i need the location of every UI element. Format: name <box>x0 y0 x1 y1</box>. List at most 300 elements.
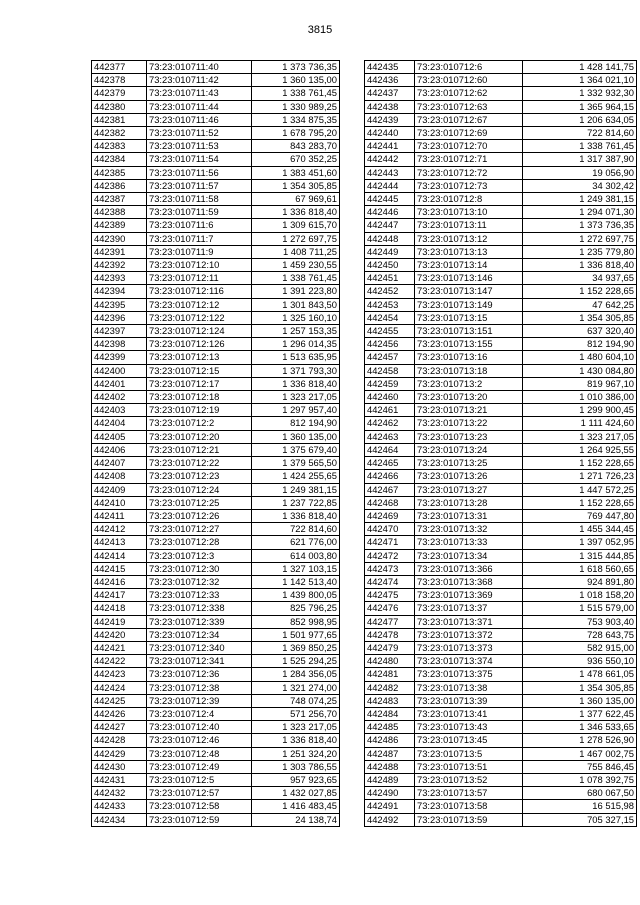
cadastral-number: 73:23:010712:63 <box>415 100 523 113</box>
table-row <box>365 496 637 509</box>
cadastral-value: 1 010 386,00 <box>523 391 637 404</box>
cadastral-number: 73:23:010712:19 <box>147 404 252 417</box>
table-row <box>365 298 637 311</box>
table-row <box>92 602 340 615</box>
cadastral-number: 73:23:010711:53 <box>147 140 252 153</box>
table-row <box>92 509 340 522</box>
table-row <box>92 311 340 324</box>
cadastral-value: 825 796,25 <box>252 602 340 615</box>
cadastral-value: 1 332 932,30 <box>523 87 637 100</box>
row-number: 442486 <box>365 734 415 747</box>
table-row <box>365 681 637 694</box>
cadastral-number: 73:23:010712:30 <box>147 562 252 575</box>
cadastral-value: 852 998,95 <box>252 615 340 628</box>
row-number: 442453 <box>365 298 415 311</box>
table-row <box>365 179 637 192</box>
row-number: 442402 <box>92 391 147 404</box>
cadastral-value: 1 338 761,45 <box>252 87 340 100</box>
cadastral-number: 73:23:010711:56 <box>147 166 252 179</box>
row-number: 442478 <box>365 628 415 641</box>
row-number: 442392 <box>92 259 147 272</box>
table-row <box>365 391 637 404</box>
cadastral-number: 73:23:010712:72 <box>415 166 523 179</box>
cadastral-number: 73:23:010712:18 <box>147 391 252 404</box>
table-row <box>365 655 637 668</box>
cadastral-value: 1 424 255,65 <box>252 470 340 483</box>
cadastral-number: 73:23:010712:27 <box>147 523 252 536</box>
row-number: 442431 <box>92 773 147 786</box>
cadastral-number: 73:23:010713:57 <box>415 787 523 800</box>
table-row <box>92 100 340 113</box>
cadastral-number: 73:23:010713:31 <box>415 509 523 522</box>
cadastral-value: 1 360 135,00 <box>523 694 637 707</box>
cadastral-number: 73:23:010713:372 <box>415 628 523 641</box>
cadastral-value: 1 480 604,10 <box>523 351 637 364</box>
cadastral-number: 73:23:010713:34 <box>415 549 523 562</box>
table-row <box>365 523 637 536</box>
cadastral-value: 1 142 513,40 <box>252 575 340 588</box>
cadastral-value: 1 364 021,10 <box>523 74 637 87</box>
cadastral-value: 1 111 424,60 <box>523 417 637 430</box>
cadastral-number: 73:23:010712:3 <box>147 549 252 562</box>
cadastral-value: 1 251 324,20 <box>252 747 340 760</box>
cadastral-number: 73:23:010713:59 <box>415 813 523 826</box>
row-number: 442405 <box>92 430 147 443</box>
table-row <box>365 800 637 813</box>
cadastral-value: 67 969,61 <box>252 193 340 206</box>
cadastral-value: 47 642,25 <box>523 298 637 311</box>
cadastral-value: 722 814,60 <box>252 523 340 536</box>
cadastral-number: 73:23:010713:52 <box>415 773 523 786</box>
cadastral-number: 73:23:010712:73 <box>415 179 523 192</box>
cadastral-number: 73:23:010713:15 <box>415 311 523 324</box>
table-row <box>92 589 340 602</box>
cadastral-value: 1 430 084,80 <box>523 364 637 377</box>
table-row <box>365 206 637 219</box>
row-number: 442393 <box>92 272 147 285</box>
row-number: 442464 <box>365 443 415 456</box>
row-number: 442423 <box>92 668 147 681</box>
cadastral-value: 1 459 230,55 <box>252 259 340 272</box>
cadastral-value: 819 967,10 <box>523 377 637 390</box>
cadastral-value: 1 152 228,65 <box>523 496 637 509</box>
table-row <box>92 219 340 232</box>
table-row <box>92 87 340 100</box>
table-row <box>365 787 637 800</box>
table-row <box>365 153 637 166</box>
table-row <box>365 351 637 364</box>
table-row <box>365 272 637 285</box>
cadastral-number: 73:23:010712:15 <box>147 364 252 377</box>
cadastral-value: 1 296 014,35 <box>252 338 340 351</box>
cadastral-value: 1 408 711,25 <box>252 245 340 258</box>
table-row <box>365 74 637 87</box>
cadastral-value: 1 416 483,45 <box>252 800 340 813</box>
table-row <box>92 655 340 668</box>
row-number: 442384 <box>92 153 147 166</box>
row-number: 442413 <box>92 536 147 549</box>
cadastral-number: 73:23:010712:36 <box>147 668 252 681</box>
cadastral-number: 73:23:010712:11 <box>147 272 252 285</box>
cadastral-value: 1 513 635,95 <box>252 351 340 364</box>
cadastral-value: 1 334 875,35 <box>252 113 340 126</box>
row-number: 442465 <box>365 457 415 470</box>
cadastral-value: 621 776,00 <box>252 536 340 549</box>
cadastral-number: 73:23:010713:14 <box>415 259 523 272</box>
cadastral-number: 73:23:010711:59 <box>147 206 252 219</box>
cadastral-number: 73:23:010713:373 <box>415 641 523 654</box>
cadastral-number: 73:23:010713:26 <box>415 470 523 483</box>
cadastral-value: 1 360 135,00 <box>252 430 340 443</box>
table-row <box>92 232 340 245</box>
cadastral-value: 728 643,75 <box>523 628 637 641</box>
table-row <box>92 364 340 377</box>
cadastral-number: 73:23:010713:366 <box>415 562 523 575</box>
row-number: 442433 <box>92 800 147 813</box>
table-row <box>92 562 340 575</box>
table-row <box>365 707 637 720</box>
cadastral-number: 73:23:010713:147 <box>415 285 523 298</box>
row-number: 442456 <box>365 338 415 351</box>
row-number: 442470 <box>365 523 415 536</box>
cadastral-value: 1 078 392,75 <box>523 773 637 786</box>
row-number: 442447 <box>365 219 415 232</box>
table-row <box>365 641 637 654</box>
cadastral-value: 1 323 217,05 <box>252 391 340 404</box>
row-number: 442420 <box>92 628 147 641</box>
row-number: 442401 <box>92 377 147 390</box>
table-row <box>92 272 340 285</box>
table-row <box>365 721 637 734</box>
table-row <box>365 404 637 417</box>
table-row <box>92 206 340 219</box>
row-number: 442416 <box>92 575 147 588</box>
row-number: 442430 <box>92 760 147 773</box>
cadastral-number: 73:23:010712:49 <box>147 760 252 773</box>
row-number: 442490 <box>365 787 415 800</box>
row-number: 442429 <box>92 747 147 760</box>
cadastral-number: 73:23:010712:340 <box>147 641 252 654</box>
table-row <box>365 140 637 153</box>
cadastral-value: 1 297 957,40 <box>252 404 340 417</box>
row-number: 442485 <box>365 721 415 734</box>
cadastral-value: 1 383 451,60 <box>252 166 340 179</box>
cadastral-value: 1 377 622,45 <box>523 707 637 720</box>
table-row <box>365 760 637 773</box>
cadastral-number: 73:23:010711:58 <box>147 193 252 206</box>
row-number: 442377 <box>92 61 147 74</box>
table-row <box>92 140 340 153</box>
cadastral-value: 19 056,90 <box>523 166 637 179</box>
row-number: 442432 <box>92 787 147 800</box>
cadastral-number: 73:23:010712:6 <box>415 61 523 74</box>
cadastral-number: 73:23:010712:69 <box>415 127 523 140</box>
table-row <box>365 734 637 747</box>
row-number: 442479 <box>365 641 415 654</box>
table-row <box>365 575 637 588</box>
table-row <box>365 773 637 786</box>
cadastral-value: 753 903,40 <box>523 615 637 628</box>
cadastral-number: 73:23:010712:62 <box>415 87 523 100</box>
cadastral-number: 73:23:010712:12 <box>147 298 252 311</box>
cadastral-number: 73:23:010711:44 <box>147 100 252 113</box>
cadastral-value: 1 018 158,20 <box>523 589 637 602</box>
row-number: 442445 <box>365 193 415 206</box>
table-row <box>92 549 340 562</box>
cadastral-number: 73:23:010712:2 <box>147 417 252 430</box>
cadastral-value: 637 320,40 <box>523 325 637 338</box>
row-number: 442442 <box>365 153 415 166</box>
table-row <box>365 338 637 351</box>
cadastral-number: 73:23:010711:57 <box>147 179 252 192</box>
cadastral-value: 24 138,74 <box>252 813 340 826</box>
cadastral-number: 73:23:010713:374 <box>415 655 523 668</box>
cadastral-number: 73:23:010713:41 <box>415 707 523 720</box>
row-number: 442379 <box>92 87 147 100</box>
table-row <box>365 549 637 562</box>
table-row <box>92 483 340 496</box>
registry-table-right <box>364 60 637 827</box>
cadastral-number: 73:23:010713:368 <box>415 575 523 588</box>
cadastral-value: 1 317 387,90 <box>523 153 637 166</box>
row-number: 442480 <box>365 655 415 668</box>
row-number: 442378 <box>92 74 147 87</box>
table-row <box>92 536 340 549</box>
table-row <box>92 813 340 826</box>
table-row <box>365 100 637 113</box>
cadastral-value: 1 272 697,75 <box>523 232 637 245</box>
table-row <box>92 377 340 390</box>
table-row <box>92 496 340 509</box>
row-number: 442383 <box>92 140 147 153</box>
table-row <box>365 87 637 100</box>
row-number: 442437 <box>365 87 415 100</box>
row-number: 442406 <box>92 443 147 456</box>
table-row <box>92 153 340 166</box>
table-row <box>92 668 340 681</box>
cadastral-number: 73:23:010713:18 <box>415 364 523 377</box>
table-row <box>365 813 637 826</box>
row-number: 442457 <box>365 351 415 364</box>
cadastral-value: 1 336 818,40 <box>252 377 340 390</box>
cadastral-value: 1 432 027,85 <box>252 787 340 800</box>
table-row <box>92 721 340 734</box>
cadastral-number: 73:23:010713:43 <box>415 721 523 734</box>
row-number: 442468 <box>365 496 415 509</box>
row-number: 442487 <box>365 747 415 760</box>
cadastral-value: 1 391 223,80 <box>252 285 340 298</box>
row-number: 442438 <box>365 100 415 113</box>
cadastral-number: 73:23:010713:27 <box>415 483 523 496</box>
row-number: 442399 <box>92 351 147 364</box>
cadastral-value: 1 315 444,85 <box>523 549 637 562</box>
cadastral-value: 1 360 135,00 <box>252 74 340 87</box>
cadastral-number: 73:23:010713:25 <box>415 457 523 470</box>
cadastral-number: 73:23:010713:371 <box>415 615 523 628</box>
cadastral-number: 73:23:010712:22 <box>147 457 252 470</box>
row-number: 442446 <box>365 206 415 219</box>
cadastral-number: 73:23:010713:2 <box>415 377 523 390</box>
row-number: 442462 <box>365 417 415 430</box>
table-row <box>365 443 637 456</box>
cadastral-value: 755 846,45 <box>523 760 637 773</box>
row-number: 442488 <box>365 760 415 773</box>
cadastral-value: 1 309 615,70 <box>252 219 340 232</box>
row-number: 442421 <box>92 641 147 654</box>
cadastral-value: 1 237 722,85 <box>252 496 340 509</box>
table-row <box>92 747 340 760</box>
cadastral-number: 73:23:010713:146 <box>415 272 523 285</box>
cadastral-value: 1 321 274,00 <box>252 681 340 694</box>
cadastral-number: 73:23:010712:338 <box>147 602 252 615</box>
cadastral-number: 73:23:010713:5 <box>415 747 523 760</box>
table-row <box>365 285 637 298</box>
cadastral-value: 680 067,50 <box>523 787 637 800</box>
cadastral-value: 571 256,70 <box>252 707 340 720</box>
row-number: 442484 <box>365 707 415 720</box>
row-number: 442388 <box>92 206 147 219</box>
cadastral-number: 73:23:010712:26 <box>147 509 252 522</box>
table-row <box>365 589 637 602</box>
row-number: 442395 <box>92 298 147 311</box>
table-row <box>92 74 340 87</box>
cadastral-value: 1 336 818,40 <box>252 509 340 522</box>
cadastral-value: 34 937,65 <box>523 272 637 285</box>
cadastral-value: 1 618 560,65 <box>523 562 637 575</box>
cadastral-number: 73:23:010712:4 <box>147 707 252 720</box>
cadastral-number: 73:23:010712:60 <box>415 74 523 87</box>
cadastral-number: 73:23:010711:43 <box>147 87 252 100</box>
table-row <box>92 404 340 417</box>
cadastral-value: 1 371 793,30 <box>252 364 340 377</box>
row-number: 442489 <box>365 773 415 786</box>
cadastral-number: 73:23:010711:7 <box>147 232 252 245</box>
table-row <box>92 430 340 443</box>
row-number: 442459 <box>365 377 415 390</box>
cadastral-value: 1 354 305,85 <box>523 311 637 324</box>
table-row <box>365 694 637 707</box>
table-row <box>365 61 637 74</box>
row-number: 442381 <box>92 113 147 126</box>
cadastral-value: 16 515,98 <box>523 800 637 813</box>
cadastral-value: 1 346 533,65 <box>523 721 637 734</box>
table-row <box>365 113 637 126</box>
cadastral-value: 1 373 736,35 <box>252 61 340 74</box>
cadastral-number: 73:23:010713:21 <box>415 404 523 417</box>
row-number: 442474 <box>365 575 415 588</box>
table-row <box>92 681 340 694</box>
cadastral-value: 1 439 800,05 <box>252 589 340 602</box>
row-number: 442452 <box>365 285 415 298</box>
row-number: 442419 <box>92 615 147 628</box>
table-row <box>92 351 340 364</box>
table-row <box>92 166 340 179</box>
table-row <box>365 219 637 232</box>
row-number: 442426 <box>92 707 147 720</box>
table-row <box>92 760 340 773</box>
cadastral-value: 1 338 761,45 <box>252 272 340 285</box>
table-row <box>365 127 637 140</box>
cadastral-number: 73:23:010712:10 <box>147 259 252 272</box>
cadastral-number: 73:23:010713:58 <box>415 800 523 813</box>
row-number: 442466 <box>365 470 415 483</box>
page-number: 3815 <box>307 24 333 36</box>
row-number: 442404 <box>92 417 147 430</box>
cadastral-number: 73:23:010713:149 <box>415 298 523 311</box>
cadastral-value: 1 501 977,65 <box>252 628 340 641</box>
row-number: 442408 <box>92 470 147 483</box>
table-row <box>92 443 340 456</box>
row-number: 442422 <box>92 655 147 668</box>
cadastral-value: 843 283,70 <box>252 140 340 153</box>
cadastral-number: 73:23:010713:375 <box>415 668 523 681</box>
cadastral-value: 1 299 900,45 <box>523 404 637 417</box>
row-number: 442451 <box>365 272 415 285</box>
row-number: 442417 <box>92 589 147 602</box>
cadastral-number: 73:23:010712:20 <box>147 430 252 443</box>
cadastral-value: 1 325 160,10 <box>252 311 340 324</box>
cadastral-number: 73:23:010713:39 <box>415 694 523 707</box>
table-row <box>92 787 340 800</box>
table-row <box>365 364 637 377</box>
table-row <box>92 391 340 404</box>
cadastral-number: 73:23:010713:151 <box>415 325 523 338</box>
cadastral-number: 73:23:010711:46 <box>147 113 252 126</box>
table-row <box>365 245 637 258</box>
table-row <box>365 457 637 470</box>
cadastral-number: 73:23:010712:126 <box>147 338 252 351</box>
row-number: 442396 <box>92 311 147 324</box>
cadastral-value: 812 194,90 <box>252 417 340 430</box>
table-row <box>365 193 637 206</box>
cadastral-value: 1 369 850,25 <box>252 641 340 654</box>
row-number: 442481 <box>365 668 415 681</box>
cadastral-value: 722 814,60 <box>523 127 637 140</box>
cadastral-number: 73:23:010712:59 <box>147 813 252 826</box>
cadastral-number: 73:23:010712:28 <box>147 536 252 549</box>
table-row <box>92 127 340 140</box>
row-number: 442477 <box>365 615 415 628</box>
cadastral-value: 1 397 052,95 <box>523 536 637 549</box>
table-row <box>365 259 637 272</box>
cadastral-value: 1 235 779,80 <box>523 245 637 258</box>
table-row <box>92 417 340 430</box>
cadastral-number: 73:23:010713:37 <box>415 602 523 615</box>
cadastral-value: 1 301 843,50 <box>252 298 340 311</box>
table-row <box>92 615 340 628</box>
cadastral-value: 1 365 964,15 <box>523 100 637 113</box>
row-number: 442449 <box>365 245 415 258</box>
row-number: 442492 <box>365 813 415 826</box>
cadastral-number: 73:23:010713:23 <box>415 430 523 443</box>
row-number: 442473 <box>365 562 415 575</box>
cadastral-number: 73:23:010713:32 <box>415 523 523 536</box>
table-row <box>92 259 340 272</box>
cadastral-number: 73:23:010712:17 <box>147 377 252 390</box>
row-number: 442403 <box>92 404 147 417</box>
table-row <box>365 602 637 615</box>
cadastral-value: 1 354 305,85 <box>523 681 637 694</box>
cadastral-number: 73:23:010711:52 <box>147 127 252 140</box>
table-row <box>365 325 637 338</box>
row-number: 442471 <box>365 536 415 549</box>
table-row <box>365 430 637 443</box>
table-row <box>92 457 340 470</box>
row-number: 442483 <box>365 694 415 707</box>
cadastral-value: 1 152 228,65 <box>523 457 637 470</box>
cadastral-number: 73:23:010711:9 <box>147 245 252 258</box>
row-number: 442435 <box>365 61 415 74</box>
